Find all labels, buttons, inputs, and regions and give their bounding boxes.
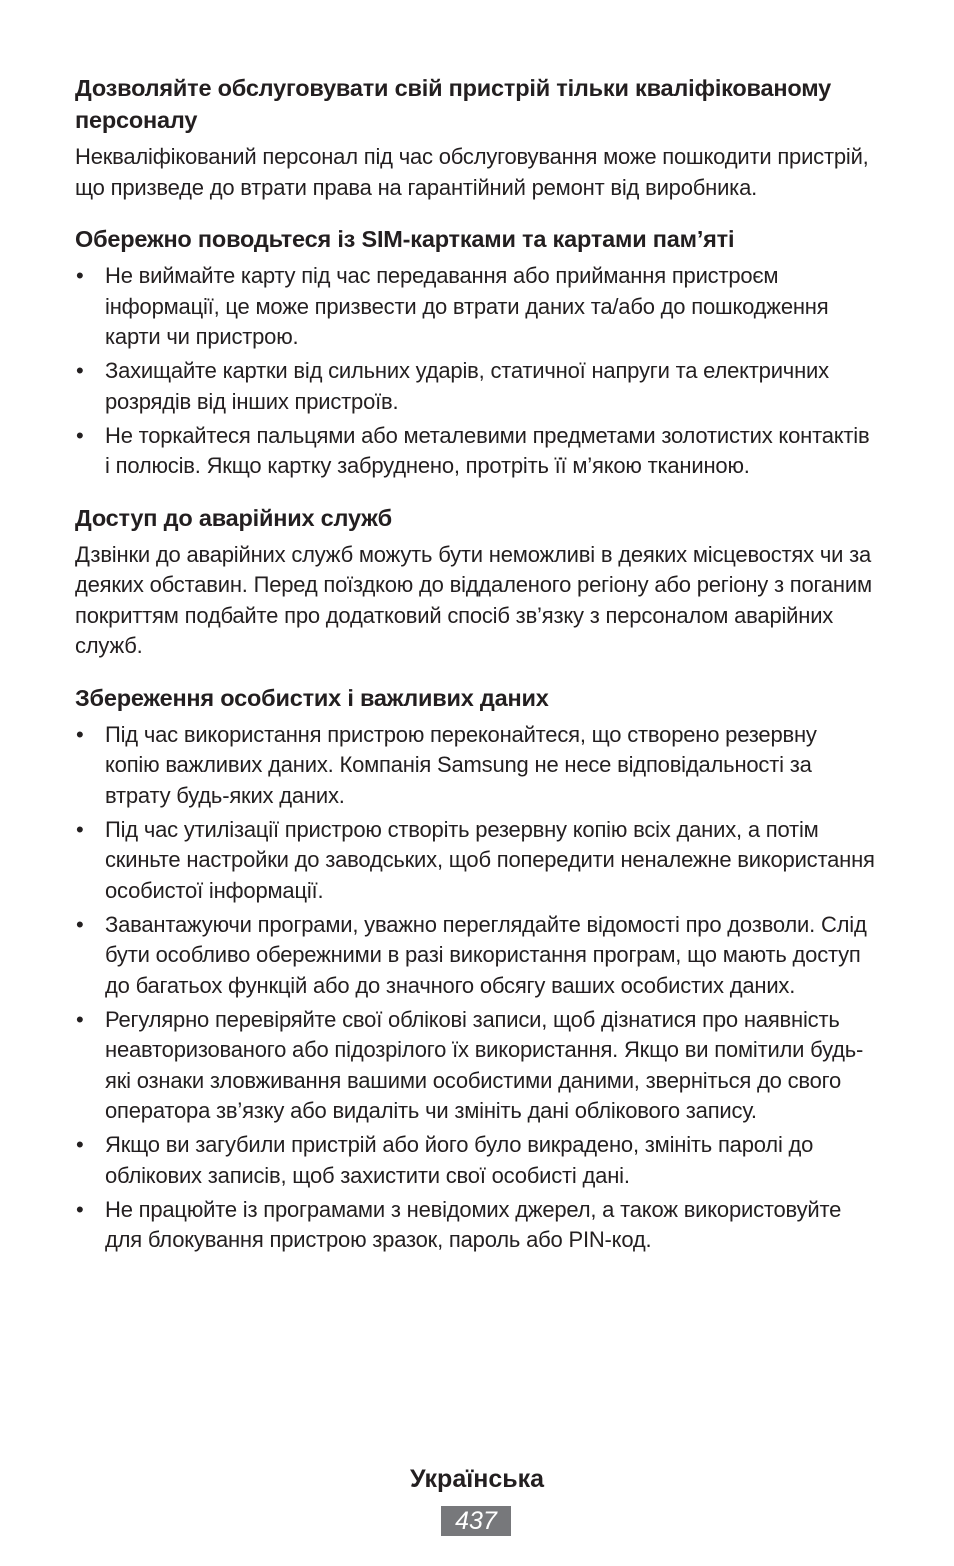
bullet-icon: • [76,263,84,288]
section-heading: Доступ до аварійних служб [75,504,392,531]
list-item [75,1005,875,1127]
list-item-text: Не торкайтеся пальцями або металевими предметами золотистих контактів і полюсів. Якщо картку забруднено, протріть її м’якою тканиною. [105,422,870,478]
bullet-icon: • [76,358,84,383]
list-item [75,356,875,417]
bullet-icon: • [76,1006,84,1032]
section-heading: Обережно поводьтеся із SIM-картками та картами пам’яті [75,226,735,252]
bullet-icon: • [76,1132,84,1157]
bullet-icon: • [76,816,84,842]
footer-language: Українська [409,1465,545,1493]
section-heading: Збереження особистих і важливих даних [75,684,549,711]
list-item-text: Під час використання пристрою переконайтеся, що створено резервну копію важливих даних. Компанія Samsung не несе відповідальності за втрату будь-яких даних. [105,721,817,808]
list-item [75,720,875,812]
list-item [75,261,875,353]
list-item [75,1195,875,1256]
page-number-badge: 437 [441,1506,511,1536]
list-item-text: Захищайте картки від сильних ударів, статичної напруги та електричних розрядів від інших пристроїв. [105,358,829,414]
list-item-text: Під час утилізації пристрою створіть резервну копію всіх даних, а потім скиньте настройки до заводських, щоб попередити неналежне використання особистої інформації. [105,816,875,903]
list-item-text: Якщо ви загубили пристрій або його було викрадено, змініть паролі до облікових записів, щоб захистити свої особисті дані. [105,1132,814,1188]
section-sim-cards [75,223,875,482]
bullet-icon: • [76,1196,84,1222]
section-paragraph: Некваліфікований персонал під час обслуговування може пошкодити пристрій, що призведе до втрати права на гарантійний ремонт від виробника. [75,144,869,200]
bullet-icon: • [76,911,84,937]
bullet-list [75,720,875,1256]
list-item-text: Не виймайте карту під час передавання або приймання пристроєм інформації, це може призвести до втрати даних та/або до пошкодження карти чи пристрою. [105,263,829,349]
section-emergency [75,502,875,662]
list-item [75,910,875,1002]
bullet-icon: • [76,422,84,448]
list-item [75,815,875,907]
section-heading: Дозволяйте обслуговувати свій пристрій тільки кваліфікованому персоналу [75,75,831,133]
section-personal-data [75,682,875,1256]
list-item [75,1130,875,1191]
page-content [75,72,875,1256]
list-item-text: Завантажуючи програми, уважно переглядайте відомості про дозволи. Слід бути особливо обережними в разі використання програм, що мають доступ до багатьох функцій або до значного обсягу ваших особистих даних. [105,911,867,998]
list-item-text: Не працюйте із програмами з невідомих джерел, а також використовуйте для блокування пристрою зразок, пароль або PIN-код. [105,1196,842,1252]
list-item [75,421,875,482]
bullet-icon: • [76,721,84,747]
section-paragraph: Дзвінки до аварійних служб можуть бути неможливі в деяких місцевостях чи за деяких обставин. Перед поїздкою до віддаленого регіону або регіону з поганим покриттям подбайте про додатковий спосіб зв’язку з персоналом аварійних служб. [75,541,872,658]
section-service [75,72,875,203]
list-item-text: Регулярно перевіряйте свої облікові записи, щоб дізнатися про наявність неавторизованого або підозрілого їх використання. Якщо ви помітили будь-які ознаки зловживання вашими особистими даними, зверніться до свого оператора зв’язку або видаліть чи змініть дані облікового запису. [105,1006,864,1123]
bullet-list [75,261,875,482]
